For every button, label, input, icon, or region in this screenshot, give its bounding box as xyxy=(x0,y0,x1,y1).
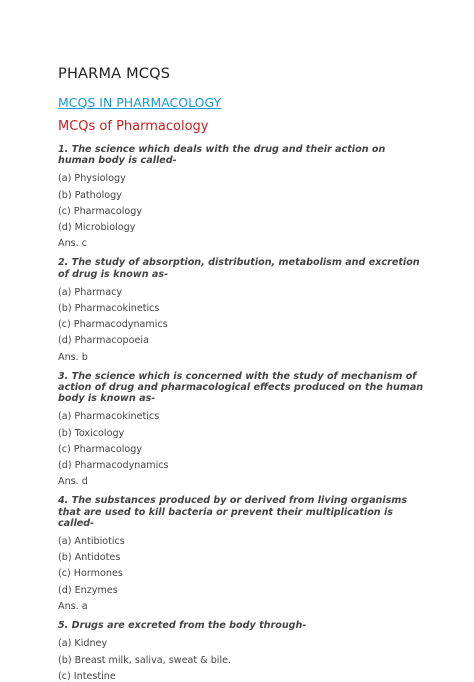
section-heading: MCQs of Pharmacology xyxy=(58,119,209,134)
option-item: (a) Pharmacokinetics xyxy=(58,411,160,423)
question-text: 4. The substances produced by or derived from living organisms that are used to kill bacteria or prevent their multiplication is called- xyxy=(58,495,408,529)
answer-text: Ans. b xyxy=(58,351,88,363)
option-item: (b) Antidotes xyxy=(58,552,121,564)
option-item: (c) Intestine xyxy=(58,670,116,682)
question-text: 1. The science which deals with the drug and their action on human body is called- xyxy=(58,144,386,167)
question-block-5 xyxy=(58,620,424,682)
option-item: (d) Pharmacodynamics xyxy=(58,460,169,472)
option-item: (c) Pharmacodynamics xyxy=(58,319,168,331)
option-item: (a) Physiology xyxy=(58,173,126,185)
document-title: PHARMA MCQS xyxy=(58,66,171,82)
option-item: (a) Antibiotics xyxy=(58,536,125,548)
option-item: (d) Microbiology xyxy=(58,222,136,234)
answer-text: Ans. d xyxy=(58,476,88,488)
question-text: 5. Drugs are excreted from the body through- xyxy=(58,620,307,632)
option-item: (b) Breast milk, saliva, sweat & bile. xyxy=(58,654,232,666)
question-block-2 xyxy=(58,257,424,362)
answer-text: Ans. a xyxy=(58,600,88,612)
option-item: (b) Pathology xyxy=(58,189,122,201)
question-text: 3. The science which is concerned with the study of mechanism of action of drug and pharmacological effects produced on the human body is known as- xyxy=(58,370,424,405)
option-item: (c) Hormones xyxy=(58,568,123,580)
question-text: 2. The study of absorption, distribution, metabolism and excretion of drug is known as- xyxy=(58,257,420,280)
pharmacology-mcqs-link[interactable]: MCQS IN PHARMACOLOGY xyxy=(58,95,222,110)
answer-text: Ans. c xyxy=(58,238,88,250)
option-item: (a) Pharmacy xyxy=(58,286,123,298)
option-item: (b) Toxicology xyxy=(58,427,125,439)
option-item: (c) Pharmacology xyxy=(58,443,143,455)
option-item: (a) Kidney xyxy=(58,638,108,650)
option-item: (d) Pharmacopoeia xyxy=(58,335,149,347)
option-item: (b) Pharmacokinetics xyxy=(58,303,160,315)
option-item: (d) Enzymes xyxy=(58,584,118,596)
question-block-3 xyxy=(58,371,424,488)
question-block-4 xyxy=(58,495,424,612)
option-item: (c) Pharmacology xyxy=(58,205,143,217)
question-block-1 xyxy=(58,144,424,249)
